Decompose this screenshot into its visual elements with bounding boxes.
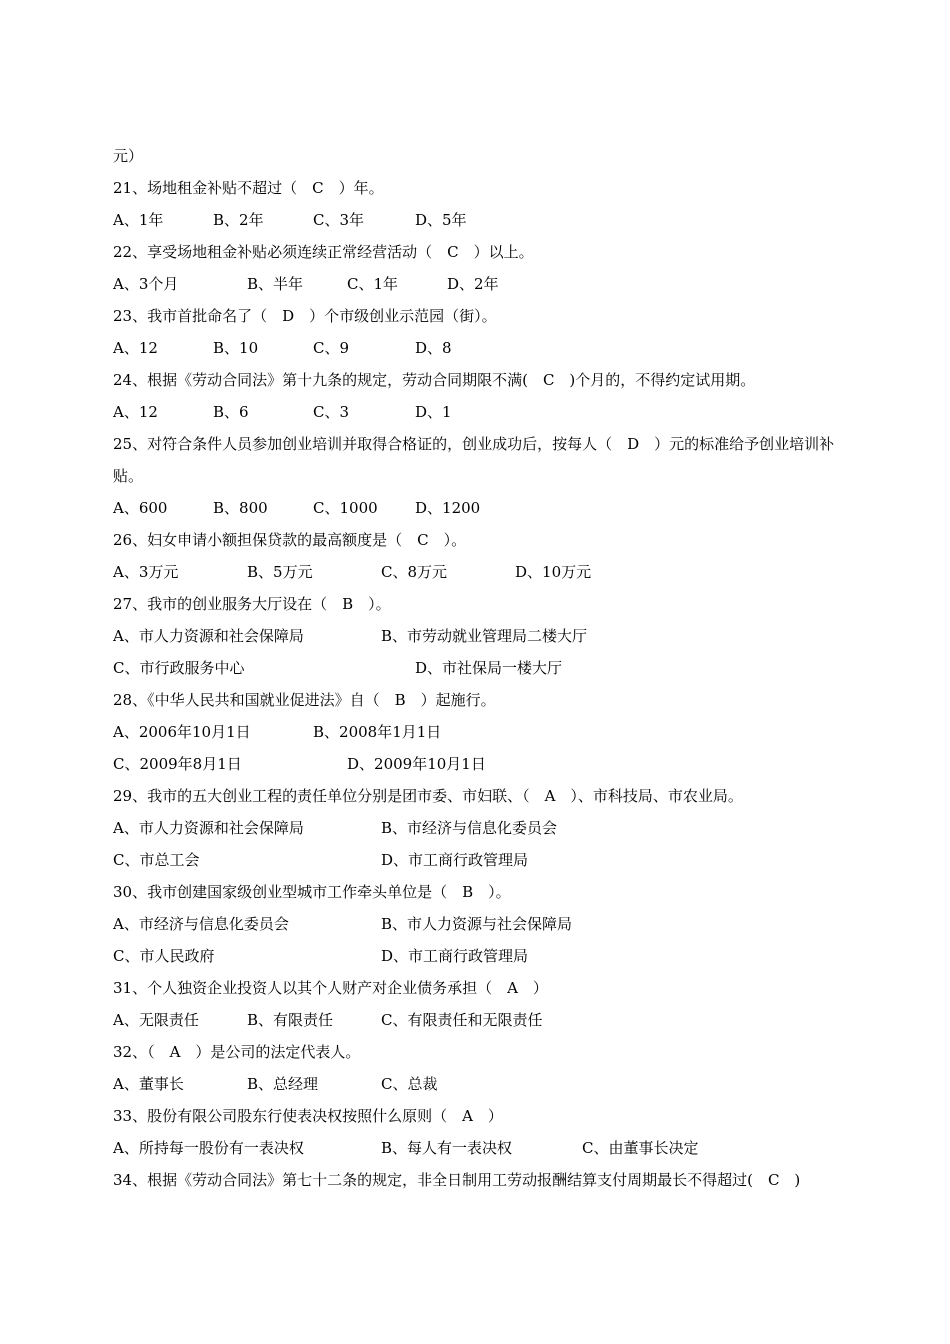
question-32: 32、（ A ）是公司的法定代表人。 — [113, 1043, 361, 1061]
option-24-b: B、6 — [213, 403, 249, 421]
option-25-d: D、1200 — [415, 499, 481, 517]
option-22-c: C、1年 — [347, 275, 399, 293]
option-23-b: B、10 — [213, 339, 259, 357]
option-31-c: C、有限责任和无限责任 — [381, 1011, 543, 1029]
question-24: 24、根据《劳动合同法》第十九条的规定，劳动合同期限不满( C )个月的，不得约定试用期。 — [113, 371, 756, 389]
option-21-c: C、3年 — [313, 211, 365, 229]
option-32-c: C、总裁 — [381, 1075, 438, 1093]
option-27-a: A、市人力资源和社会保障局 — [113, 627, 304, 645]
option-30-b: B、市人力资源与社会保障局 — [381, 915, 573, 933]
option-29-a: A、市人力资源和社会保障局 — [113, 819, 304, 837]
option-26-b: B、5万元 — [247, 563, 313, 581]
question-27: 27、我市的创业服务大厅设在（ B ）。 — [113, 595, 391, 613]
question-29: 29、我市的五大创业工程的责任单位分别是团市委、市妇联、（ A ）、市科技局、市农业局。 — [113, 787, 743, 805]
option-31-b: B、有限责任 — [247, 1011, 334, 1029]
option-29-b: B、市经济与信息化委员会 — [381, 819, 558, 837]
option-24-a: A、12 — [113, 403, 158, 421]
question-22: 22、享受场地租金补贴必须连续正常经营活动（ C ）以上。 — [113, 243, 534, 261]
question-34: 34、根据《劳动合同法》第七十二条的规定，非全日制用工劳动报酬结算支付周期最长不得超过( C ) — [113, 1171, 801, 1189]
option-32-b: B、总经理 — [247, 1075, 319, 1093]
option-26-d: D、10万元 — [515, 563, 592, 581]
option-33-c: C、由董事长决定 — [582, 1139, 699, 1157]
option-25-c: C、1000 — [313, 499, 378, 517]
option-28-b: B、2008年1月1日 — [313, 723, 442, 741]
question-23: 23、我市首批命名了（ D ）个市级创业示范园（街）。 — [113, 307, 497, 325]
option-21-a: A、1年 — [113, 211, 164, 229]
option-24-c: C、3 — [313, 403, 350, 421]
question-33: 33、股份有限公司股东行使表决权按照什么原则（ A ） — [113, 1107, 503, 1125]
option-33-a: A、所持每一股份有一表决权 — [113, 1139, 304, 1157]
question-28: 28、《中华人民共和国就业促进法》自（ B ）起施行。 — [113, 691, 496, 709]
option-28-c: C、2009年8月1日 — [113, 755, 242, 773]
question-30: 30、我市创建国家级创业型城市工作牵头单位是（ B ）。 — [113, 883, 511, 901]
question-26: 26、妇女申请小额担保贷款的最高额度是（ C ）。 — [113, 531, 467, 549]
option-28-a: A、2006年10月1日 — [113, 723, 251, 741]
option-29-d: D、市工商行政管理局 — [381, 851, 529, 869]
option-27-c: C、市行政服务中心 — [113, 659, 245, 677]
question-25: 25、对符合条件人员参加创业培训并取得合格证的，创业成功后，按每人（ D ）元的标准给予创业培训补贴。 — [113, 435, 835, 485]
option-27-b: B、市劳动就业管理局二楼大厅 — [381, 627, 588, 645]
option-28-d: D、2009年10月1日 — [347, 755, 486, 773]
option-23-d: D、8 — [415, 339, 452, 357]
option-30-c: C、市人民政府 — [113, 947, 215, 965]
option-25-a: A、600 — [113, 499, 168, 517]
option-30-d: D、市工商行政管理局 — [381, 947, 529, 965]
option-29-c: C、市总工会 — [113, 851, 200, 869]
option-22-a: A、3个月 — [113, 275, 179, 293]
question-31: 31、个人独资企业投资人以其个人财产对企业债务承担（ A ） — [113, 979, 548, 997]
option-25-b: B、800 — [213, 499, 268, 517]
option-21-d: D、5年 — [415, 211, 467, 229]
option-21-b: B、2年 — [213, 211, 264, 229]
option-30-a: A、市经济与信息化委员会 — [113, 915, 289, 933]
option-26-c: C、8万元 — [381, 563, 448, 581]
option-24-d: D、1 — [415, 403, 452, 421]
option-23-a: A、12 — [113, 339, 158, 357]
option-23-c: C、9 — [313, 339, 350, 357]
text-line: 元） — [113, 147, 144, 165]
option-27-d: D、市社保局一楼大厅 — [415, 659, 563, 677]
option-22-b: B、半年 — [247, 275, 304, 293]
question-21: 21、场地租金补贴不超过（ C ）年。 — [113, 179, 384, 197]
option-32-a: A、董事长 — [113, 1075, 184, 1093]
option-31-a: A、无限责任 — [113, 1011, 199, 1029]
option-33-b: B、每人有一表决权 — [381, 1139, 513, 1157]
option-26-a: A、3万元 — [113, 563, 179, 581]
option-22-d: D、2年 — [447, 275, 499, 293]
